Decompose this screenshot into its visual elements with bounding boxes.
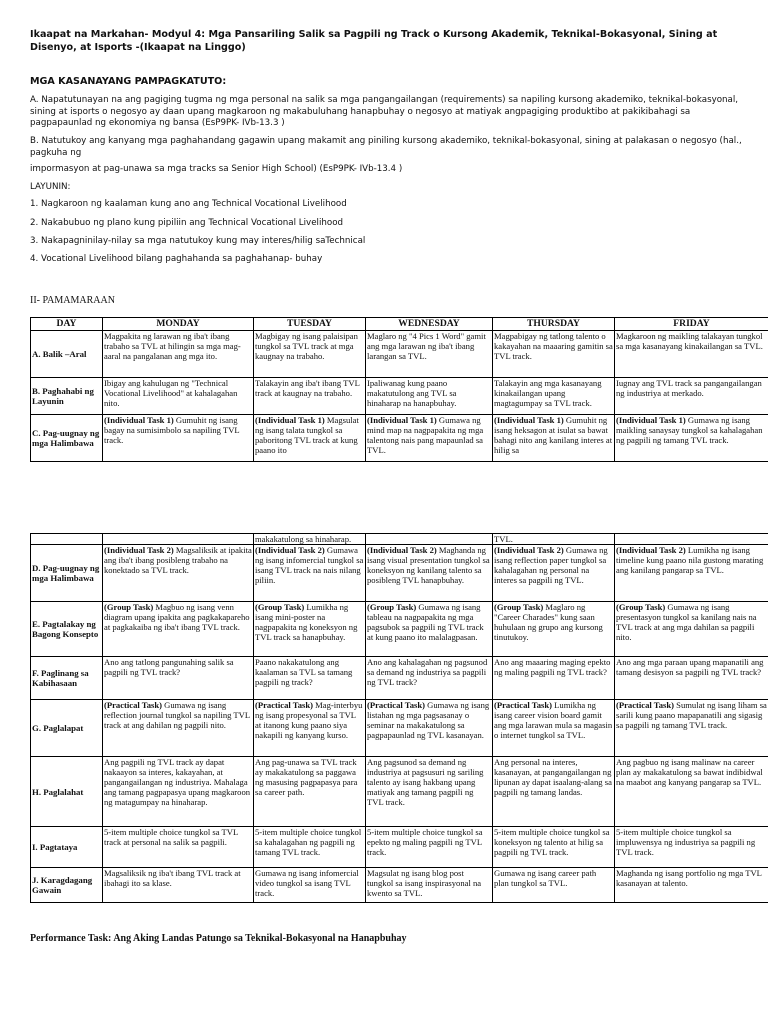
competency-a: A. Napatutunayan na ang pagiging tugma ng mga personal na salik sa mga pangangailangan (requirements) sa napiling kursong akademiko, teknikal-bokasyonal, sining at isports o negosyo ay daan upang magkaroon ng makabuluhang hanapbuhay o negosyo at matiyak angpagiging produktibo at pakikibahagi sa pagpapaunlad ng ekonomiya ng bansa (EsP9PK- IVb-13.3 ): [30, 95, 739, 128]
day-label-cell: F. Paglinang sa Kabihasaan: [31, 657, 103, 700]
activity-text: [367, 827, 491, 857]
performance-task-title: Performance Task: Ang Aking Landas Patungo sa Teknikal-Bokasyonal na Hanapbuhay: [30, 933, 407, 944]
column-header-friday: FRIDAY: [615, 318, 768, 331]
activity-text: [255, 868, 364, 898]
activity-cell-friday: [615, 700, 768, 757]
activity-description: Gumawa ng isang reflection journal tungkol sa napiling TVL track at ang dahilan ng pagpili nito.: [104, 700, 250, 730]
activity-cell-thursday: [493, 415, 615, 462]
task-type-label: (Individual Task 1): [494, 415, 564, 425]
table-row: [31, 378, 768, 415]
activity-cell-tuesday: [254, 700, 366, 757]
activity-text: [367, 657, 491, 687]
day-label-cell: E. Pagtalakay ng Bagong Konsepto: [31, 602, 103, 657]
activity-text: [367, 378, 491, 408]
table-row: [31, 757, 768, 827]
activity-description: Sumulat ng isang liham sa sarili kung paano mapapanatili ang sigasig sa pagpili ng tamang TVL track.: [616, 700, 767, 730]
table-row: [31, 415, 768, 462]
objective-item: 2. Nakabubuo ng plano kung pipiliin ang Technical Vocational Livelihood: [30, 218, 344, 228]
methods-heading: II- PAMAMARAAN: [30, 295, 115, 306]
activity-cell-monday: [103, 378, 254, 415]
task-type-label: (Practical Task): [255, 700, 314, 710]
activity-cell-tuesday: [254, 757, 366, 827]
activity-description: Iugnay ang TVL track sa pangangailangan ng industriya at merkado.: [616, 378, 762, 398]
activity-cell-monday: [103, 545, 254, 602]
activity-description: Magpabigay ng tatlong talento o kakayahan na maaaring gamitin sa TVL track.: [494, 331, 613, 361]
activity-description: 5-item multiple choice tungkol sa TVL track at personal na salik sa pagpili.: [104, 827, 238, 847]
activity-description: Gumuhit ng isang bagay na sumisimbolo sa napiling TVL track.: [104, 415, 240, 445]
table-row: [31, 700, 768, 757]
activity-text: [255, 700, 364, 740]
activity-cell-friday: [615, 331, 768, 378]
activity-text: [494, 868, 613, 888]
activity-cell-tuesday: [254, 378, 366, 415]
activity-description: Gumuhit ng isang heksagon at isulat sa bawat bahagi nito ang kanilang interes at hilig sa: [494, 415, 613, 455]
activity-cell-wednesday: [366, 657, 493, 700]
task-type-label: (Individual Task 2): [104, 545, 174, 555]
activity-description: Gumawa ng isang career path plan tungkol sa TVL.: [494, 868, 597, 888]
day-label-cell: [31, 534, 103, 545]
day-label-cell: D. Pag-uugnay ng mga Halimbawa: [31, 545, 103, 602]
activity-text: [616, 602, 767, 642]
task-type-label: (Individual Task 2): [494, 545, 564, 555]
activity-cell-wednesday: [366, 700, 493, 757]
document-title: Ikaapat na Markahan- Modyul 4: Mga Pansariling Salik sa Pagpili ng Track o Kursong Akademik, Teknikal-Bokasyonal, Sining at Disenyo, at Isports -(Ikaapat na Linggo): [30, 29, 718, 53]
activity-text: [367, 331, 491, 361]
activity-text: [104, 700, 252, 730]
table-header-row: [31, 318, 768, 331]
task-type-label: (Group Task): [104, 602, 154, 612]
activity-text: [494, 700, 613, 740]
activity-cell-monday: [103, 534, 254, 545]
activity-description: Lumikha ng isang timeline kung paano nila gustong marating ang kanilang pangarap sa TVL.: [616, 545, 764, 575]
task-type-label: (Practical Task): [367, 700, 426, 710]
activity-cell-wednesday: [366, 602, 493, 657]
activity-text: [367, 700, 491, 740]
activity-cell-friday: [615, 534, 768, 545]
activity-text: [616, 657, 767, 677]
activity-description: Gumawa ng mind map na nagpapakita ng mga talentong nais pang mapaunlad sa TVL.: [367, 415, 484, 455]
activity-description: Gumawa ng isang infomercial tungkol sa isang TVL track na nais nilang piliin.: [255, 545, 364, 585]
lesson-plan-table-part-2: [30, 533, 768, 903]
activity-text: [255, 415, 364, 455]
activity-text: [255, 827, 364, 857]
objectives-heading: LAYUNIN:: [30, 182, 71, 192]
activity-text: [255, 378, 364, 398]
activity-description: Maglaro ng "4 Pics 1 Word" gamit ang mga larawan ng iba't ibang larangan sa TVL.: [367, 331, 486, 361]
activity-description: Maghanda ng isang visual presentation tungkol sa koneksyon ng kanilang talento sa posibleng TVL hanapbuhay.: [367, 545, 490, 585]
activity-cell-thursday: [493, 657, 615, 700]
activity-cell-thursday: [493, 700, 615, 757]
activity-cell-friday: [615, 657, 768, 700]
activity-text: [616, 868, 767, 888]
activity-cell-thursday: [493, 757, 615, 827]
activity-description: Magbuo ng isang venn diagram upang ipakita ang pagkakapareho at pagkakaiba ng iba't ibang TVL track.: [104, 602, 250, 632]
day-label-cell: H. Paglalahat: [31, 757, 103, 827]
task-type-label: (Group Task): [367, 602, 417, 612]
activity-cell-tuesday: [254, 657, 366, 700]
table-row: [31, 602, 768, 657]
activity-description: Gumawa ng isang reflection paper tungkol sa kahalagahan ng personal na interes sa pagpili ng TVL.: [494, 545, 608, 585]
activity-description: Magbigay ng isang palaisipan tungkol sa TVL track at mga kaugnay na trabaho.: [255, 331, 358, 361]
activity-cell-friday: [615, 868, 768, 903]
activity-description: Gumawa ng isang listahan ng mga pagsasanay o seminar na makakatulong sa pagpapaunlad ng TVL kasanayan.: [367, 700, 490, 740]
activity-description: Ang pagbuo ng isang malinaw na career plan ay makakatulong sa bawat indibidwal na maabot ang kanyang pangarap sa TVL.: [616, 757, 763, 787]
activity-cell-wednesday: [366, 534, 493, 545]
activity-description: Mag-interbyu ng isang propesyonal sa TVL at itanong kung paano siya nakapili ng kanyang kurso.: [255, 700, 363, 740]
day-label-cell: A. Balik –Aral: [31, 331, 103, 378]
activity-text: [367, 602, 491, 642]
activity-description: 5-item multiple choice tungkol sa kahalagahan ng pagpili ng tamang TVL track.: [255, 827, 362, 857]
column-header-thursday: THURSDAY: [493, 318, 615, 331]
activity-description: Ang pagsunod sa demand ng industriya at pagsusuri ng sariling talento ay isang hakbang upang matiyak ang tamang pagpili ng TVL track.: [367, 757, 484, 807]
competency-heading: MGA KASANAYANG PAMPAGKATUTO:: [30, 76, 227, 87]
activity-text: [494, 534, 613, 544]
activity-description: Lumikha ng isang mini-poster na nagpapakita ng koneksyon ng TVL track sa hanapbuhay.: [255, 602, 358, 642]
table-row: [31, 868, 768, 903]
activity-text: [255, 545, 364, 585]
column-header-tuesday: TUESDAY: [254, 318, 366, 331]
column-header-wednesday: WEDNESDAY: [366, 318, 493, 331]
day-label-cell: J. Karagdagang Gawain: [31, 868, 103, 903]
activity-cell-wednesday: [366, 757, 493, 827]
activity-cell-tuesday: [254, 331, 366, 378]
task-type-label: (Individual Task 2): [367, 545, 437, 555]
activity-cell-friday: [615, 757, 768, 827]
activity-text: [367, 757, 491, 807]
activity-text: [494, 415, 613, 455]
activity-description: Magsulat ng isang talata tungkol sa paboritong TVL track at kung paano ito: [255, 415, 359, 455]
activity-cell-wednesday: [366, 378, 493, 415]
activity-cell-monday: [103, 331, 254, 378]
activity-text: [104, 331, 252, 361]
column-header-day: DAY: [31, 318, 103, 331]
activity-cell-thursday: [493, 827, 615, 868]
activity-description: TVL.: [494, 534, 513, 544]
task-type-label: (Group Task): [616, 602, 666, 612]
activity-description: Magsaliksik ng iba't ibang TVL track at ibahagi ito sa klase.: [104, 868, 241, 888]
activity-cell-tuesday: [254, 602, 366, 657]
activity-cell-monday: [103, 657, 254, 700]
activity-cell-thursday: [493, 331, 615, 378]
activity-text: [616, 545, 767, 575]
activity-cell-thursday: [493, 868, 615, 903]
activity-cell-tuesday: [254, 868, 366, 903]
task-type-label: (Group Task): [494, 602, 544, 612]
activity-description: Ang personal na interes, kasanayan, at pangangailangan ng lipunan ay dapat isaalang-alang sa pagpili ng tamang landas.: [494, 757, 612, 797]
task-type-label: (Group Task): [255, 602, 305, 612]
activity-text: [367, 545, 491, 585]
activity-cell-monday: [103, 700, 254, 757]
table-row: [31, 657, 768, 700]
activity-description: 5-item multiple choice tungkol sa epekto ng maling pagpili ng TVL track.: [367, 827, 483, 857]
activity-description: Maghanda ng isang portfolio ng mga TVL kasanayan at talento.: [616, 868, 762, 888]
activity-cell-wednesday: [366, 415, 493, 462]
column-header-monday: MONDAY: [103, 318, 254, 331]
activity-cell-tuesday: [254, 545, 366, 602]
activity-description: Talakayin ang mga kasanayang kinakailangan upang magtagumpay sa TVL track.: [494, 378, 602, 408]
table-row: [31, 534, 768, 545]
activity-text: [616, 415, 767, 445]
day-label-cell: I. Pagtataya: [31, 827, 103, 868]
activity-text: [104, 827, 252, 847]
activity-text: [255, 657, 364, 687]
activity-description: Gumawa ng isang infomercial video tungkol sa isang TVL track.: [255, 868, 359, 898]
day-label-cell: G. Paglalapat: [31, 700, 103, 757]
activity-text: [494, 331, 613, 361]
activity-cell-monday: [103, 827, 254, 868]
activity-description: Ibigay ang kahulugan ng "Technical Vocational Livelihood" at kahalagahan nito.: [104, 378, 238, 408]
competency-b: B. Natutukoy ang kanyang mga paghahandang gagawin upang makamit ang piniling kursong akademiko, teknikal-bokasyonal, sining at palakasan o negosyo (hal., pagkuha ng: [30, 136, 742, 158]
activity-text: [494, 545, 613, 585]
table-row: [31, 331, 768, 378]
activity-cell-friday: [615, 415, 768, 462]
activity-description: Ano ang mga paraan upang mapanatili ang tamang desisyon sa pagpili ng TVL track?: [616, 657, 764, 677]
activity-text: [104, 415, 252, 445]
activity-description: Talakayin ang iba't ibang TVL track at kaugnay na trabaho.: [255, 378, 360, 398]
activity-description: Ano ang kahalagahan ng pagsunod sa demand ng industriya sa pagpili ng TVL track?: [367, 657, 488, 687]
activity-cell-tuesday: [254, 415, 366, 462]
activity-description: makakatulong sa hinaharap.: [255, 534, 352, 544]
activity-cell-thursday: [493, 378, 615, 415]
activity-cell-wednesday: [366, 331, 493, 378]
activity-text: [494, 378, 613, 408]
competency-b-continued: impormasyon at pag-unawa sa mga tracks sa Senior High School) (EsP9PK- IVb-13.4 ): [30, 164, 403, 174]
activity-text: [367, 415, 491, 455]
activity-cell-monday: [103, 602, 254, 657]
activity-description: 5-item multiple choice tungkol sa koneksyon ng talento at hilig sa pagpili ng TVL track.: [494, 827, 610, 857]
activity-cell-thursday: [493, 534, 615, 545]
lesson-plan-table-part-1: [30, 317, 768, 462]
activity-cell-wednesday: [366, 545, 493, 602]
activity-description: Ipaliwanag kung paano makatutulong ang TVL sa hinaharap na hanapbuhay.: [367, 378, 457, 408]
table-row: [31, 545, 768, 602]
activity-cell-thursday: [493, 602, 615, 657]
activity-cell-tuesday: [254, 534, 366, 545]
activity-text: [104, 868, 252, 888]
activity-text: [616, 331, 767, 351]
activity-description: Gumawa ng isang tableau na nagpapakita ng mga pagsubok sa pagpili ng TVL track at kung paano ito malalagpasan.: [367, 602, 484, 642]
activity-description: Gumawa ng isang maikling sanaysay tungkol sa kahalagahan ng pagpili ng tamang TVL track.: [616, 415, 763, 445]
activity-description: Magkaroon ng maikling talakayan tungkol sa mga kasanayang kinakailangan sa TVL.: [616, 331, 763, 351]
activity-cell-thursday: [493, 545, 615, 602]
activity-text: [255, 331, 364, 361]
activity-text: [616, 757, 767, 787]
objective-item: 1. Nagkaroon ng kaalaman kung ano ang Technical Vocational Livelihood: [30, 199, 347, 209]
activity-text: [616, 827, 767, 857]
task-type-label: (Practical Task): [616, 700, 675, 710]
activity-text: [616, 378, 767, 398]
task-type-label: (Practical Task): [104, 700, 163, 710]
activity-text: [494, 827, 613, 857]
activity-text: [255, 534, 364, 544]
task-type-label: (Individual Task 1): [255, 415, 325, 425]
activity-cell-tuesday: [254, 827, 366, 868]
objective-item: 3. Nakapagninilay-nilay sa mga natutukoy kung may interes/hilig saTechnical: [30, 236, 366, 246]
activity-text: [494, 602, 613, 642]
activity-cell-friday: [615, 378, 768, 415]
activity-cell-friday: [615, 602, 768, 657]
table-row: [31, 827, 768, 868]
activity-cell-friday: [615, 827, 768, 868]
activity-text: [367, 868, 491, 898]
activity-text: [255, 602, 364, 642]
activity-cell-monday: [103, 868, 254, 903]
activity-description: Ang pagpili ng TVL track ay dapat nakaayon sa interes, kakayahan, at pangangailangan ng industriya. Mahalaga ang tamang pagpapasya upang magkaroon ng matagumpay na hinaharap.: [104, 757, 251, 807]
activity-text: [616, 700, 767, 730]
task-type-label: (Individual Task 1): [616, 415, 686, 425]
activity-description: Magpakita ng larawan ng iba't ibang trabaho sa TVL at hilingin sa mga mag-aaral na pangalanan ang mga ito.: [104, 331, 241, 361]
activity-description: Paano nakakatulong ang kaalaman sa TVL sa tamang pagpili ng track?: [255, 657, 353, 687]
day-label-cell: B. Paghahabi ng Layunin: [31, 378, 103, 415]
activity-description: Maglaro ng "Career Charades" kung saan huhulaan ng grupo ang kursong tinutukoy.: [494, 602, 603, 642]
task-type-label: (Practical Task): [494, 700, 553, 710]
activity-cell-monday: [103, 415, 254, 462]
activity-description: Magsaliksik at ipakita ang iba't ibang posibleng trabaho na konektado sa TVL track.: [104, 545, 252, 575]
activity-text: [104, 757, 252, 807]
activity-description: Magsulat ng isang blog post tungkol sa isang inspirasyonal na kwento sa TVL.: [367, 868, 482, 898]
activity-description: Ano ang maaaring maging epekto ng maling pagpili ng TVL track?: [494, 657, 611, 677]
activity-cell-friday: [615, 545, 768, 602]
task-type-label: (Individual Task 2): [616, 545, 686, 555]
activity-text: [494, 757, 613, 797]
activity-cell-monday: [103, 757, 254, 827]
activity-cell-wednesday: [366, 827, 493, 868]
activity-description: Ano ang tatlong pangunahing salik sa pagpili ng TVL track?: [104, 657, 234, 677]
objective-item: 4. Vocational Livelihood bilang paghahanda sa paghahanap- buhay: [30, 254, 323, 264]
activity-description: 5-item multiple choice tungkol sa impluwensya ng industriya sa pagpili ng TVL track.: [616, 827, 756, 857]
task-type-label: (Individual Task 2): [255, 545, 325, 555]
activity-text: [494, 657, 613, 677]
activity-description: Lumikha ng isang career vision board gamit ang mga larawan mula sa magasin o internet tungkol sa TVL.: [494, 700, 613, 740]
activity-text: [104, 378, 252, 408]
task-type-label: (Individual Task 1): [367, 415, 437, 425]
activity-description: Gumawa ng isang presentasyon tungkol sa kanilang nais na TVL track at ang mga dahilan sa pagpili nito.: [616, 602, 757, 642]
activity-text: [255, 757, 364, 797]
activity-text: [104, 602, 252, 632]
day-label-cell: C. Pag-uugnay ng mga Halimbawa: [31, 415, 103, 462]
activity-text: [104, 545, 252, 575]
activity-cell-wednesday: [366, 868, 493, 903]
activity-text: [104, 657, 252, 677]
task-type-label: (Individual Task 1): [104, 415, 174, 425]
activity-description: Ang pag-unawa sa TVL track ay makakatulong sa paggawa ng masusing pagpapasya para sa career path.: [255, 757, 358, 797]
